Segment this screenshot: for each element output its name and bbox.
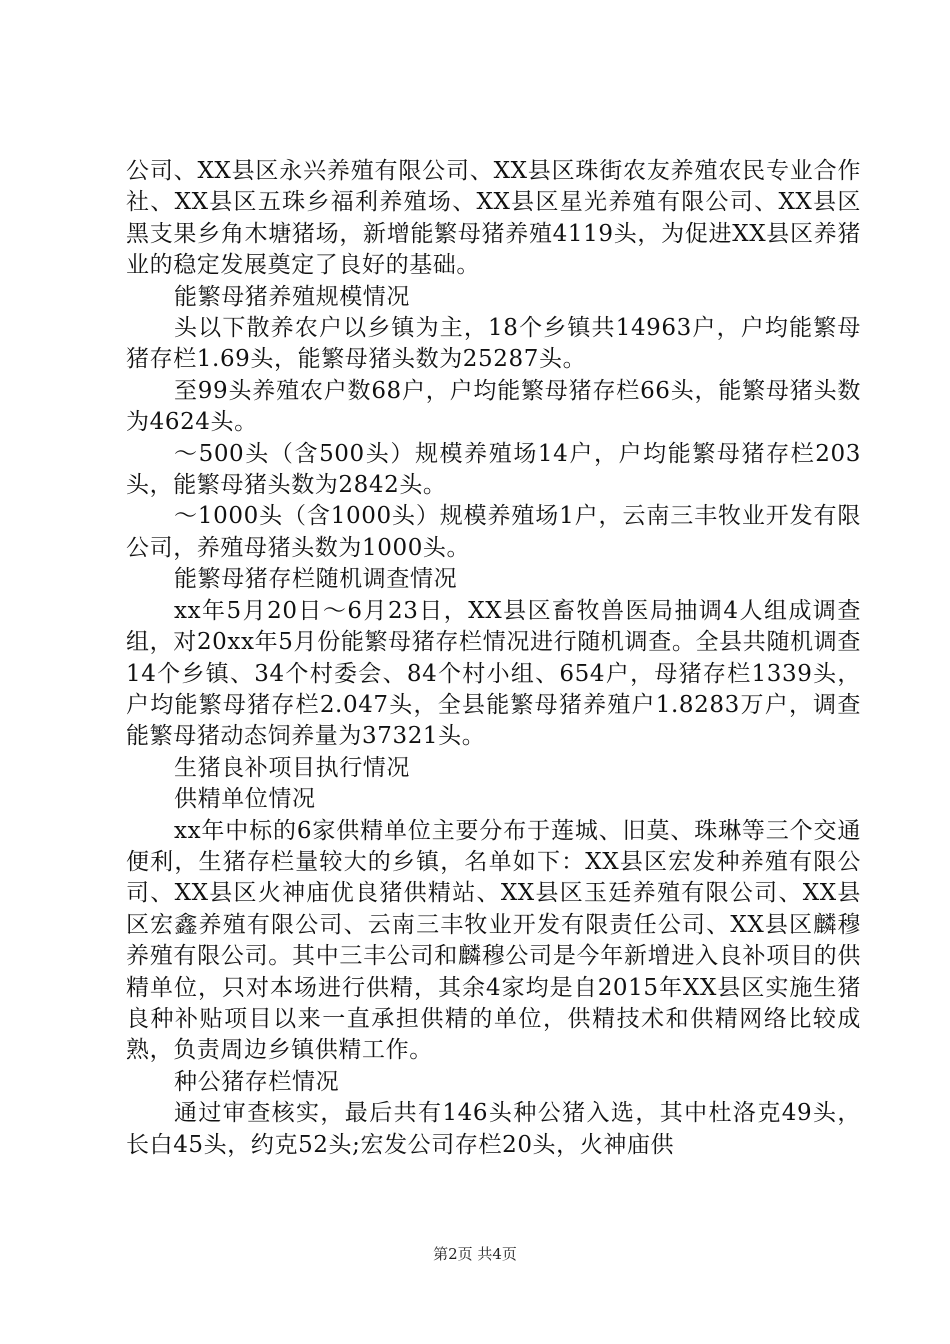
paragraph-11: xx年中标的6家供精单位主要分布于莲城、旧莫、珠琳等三个交通便利，生猪存栏量较大的乡镇，名单如下：XX县区宏发种养殖有限公司、XX县区火神庙优良猪供精站、XX县区玉廷养殖有限公司、XX县区宏鑫养殖有限公司、云南三丰牧业开发有限责任公司、XX县区麟穆养殖有限公司。其中三丰公司和麟穆公司是今年新增进入良补项目的供精单位，只对本场进行供精，其余4家均是自2015年XX县区实施生猪良种补贴项目以来一直承担供精的单位，供精技术和供精网络比较成熟，负责周边乡镇供精工作。 <box>126 817 861 1064</box>
paragraph-8: xx年5月20日～6月23日，XX县区畜牧兽医局抽调4人组成调查组，对20xx年5月份能繁母猪存栏情况进行随机调查。全县共随机调查14个乡镇、34个村委会、84个村小组、654户，母猪存栏1339头，户均能繁母猪存栏2.047头，全县能繁母猪养殖户1.8283万户，调查能繁母猪动态饲养量为37321头。 <box>126 597 861 750</box>
document-body <box>126 156 861 1161</box>
page-footer: 第2页 共4页 <box>433 1245 517 1263</box>
paragraph-4: 至99头养殖农户数68户，户均能繁母猪存栏66头，能繁母猪头数为4624头。 <box>126 377 861 436</box>
paragraph-13: 通过审查核实，最后共有146头种公猪入选，其中杜洛克49头，长白45头，约克52头;宏发公司存栏20头，火神庙供 <box>126 1100 861 1158</box>
paragraph-5: ～500头（含500头）规模养殖场14户，户均能繁母猪存栏203头，能繁母猪头数为2842头。 <box>126 440 861 499</box>
heading-boar-stock: 种公猪存栏情况 <box>174 1068 340 1095</box>
paragraph-3: 头以下散养农户以乡镇为主，18个乡镇共14963户，户均能繁母猪存栏1.69头，能繁母猪头数为25287头。 <box>126 315 861 373</box>
paragraph-1: 公司、XX县区永兴养殖有限公司、XX县区珠街农友养殖农民专业合作社、XX县区五珠乡福利养殖场、XX县区星光养殖有限公司、XX县区黑支果乡角木塘猪场，新增能繁母猪养殖4119头，为促进XX县区养猪业的稳定发展奠定了良好的基础。 <box>126 158 861 279</box>
heading-sow-scale: 能繁母猪养殖规模情况 <box>174 283 410 310</box>
heading-random-survey: 能繁母猪存栏随机调查情况 <box>174 566 458 593</box>
heading-subsidy-project: 生猪良补项目执行情况 <box>174 754 410 781</box>
paragraph-6: ～1000头（含1000头）规模养殖场1户，云南三丰牧业开发有限公司，养殖母猪头数为1000头。 <box>126 503 861 561</box>
heading-semen-suppliers: 供精单位情况 <box>174 786 316 813</box>
